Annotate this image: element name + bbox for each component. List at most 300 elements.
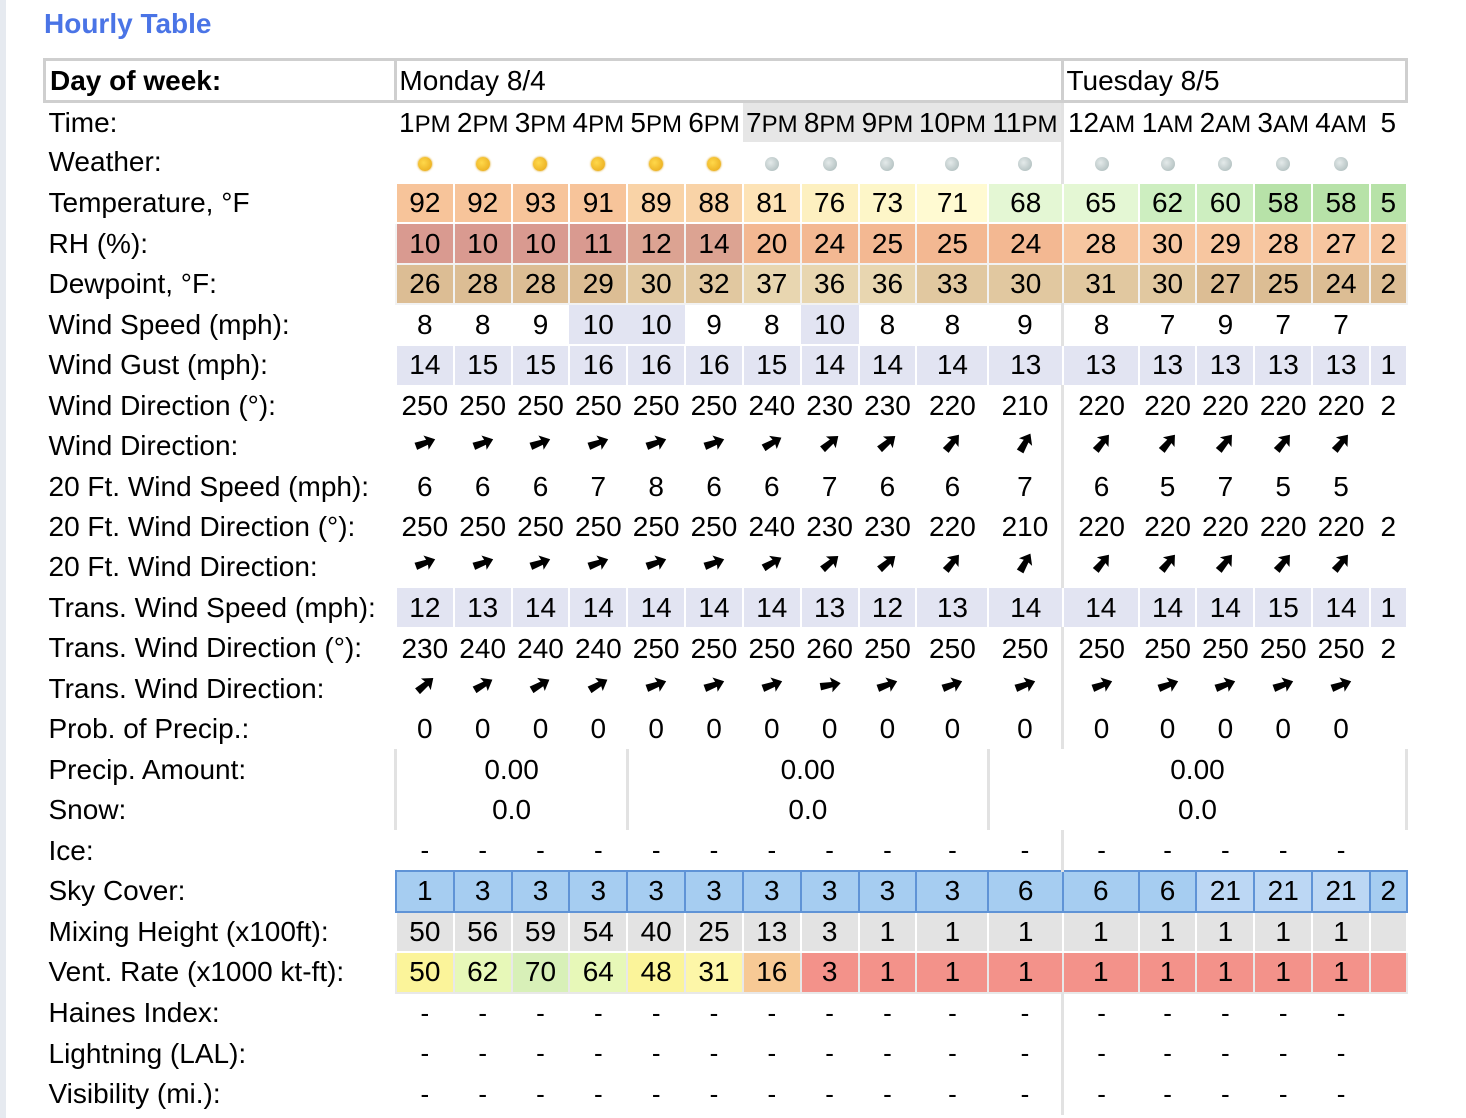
wind-arrow-icon xyxy=(585,550,611,576)
wind20-speed-value xyxy=(1370,466,1407,507)
wind-arrow-icon xyxy=(874,672,900,698)
trans-wind-speed-value: 14 xyxy=(988,587,1063,628)
wind-gust-value: 15 xyxy=(454,345,512,386)
prob-precip-value: 0 xyxy=(417,712,433,744)
hour-ampm: PM xyxy=(819,110,856,138)
clear-night-icon[interactable] xyxy=(1095,157,1109,171)
visibility-value xyxy=(1370,1074,1407,1115)
wind-gust-value: 14 xyxy=(916,345,988,386)
prob-precip-value: 0 xyxy=(764,712,780,744)
dewpoint-value: 30 xyxy=(627,264,685,305)
ice-value: - xyxy=(767,834,777,865)
wind-arrow-icon xyxy=(1012,550,1038,576)
time-cell xyxy=(1254,102,1312,143)
vent-rate-value xyxy=(1370,952,1407,993)
day-tuesday: Tuesday 8/5 xyxy=(1063,60,1407,102)
dewpoint-row xyxy=(45,264,1407,305)
rh-value: 14 xyxy=(685,223,743,264)
wind20-direction-cell xyxy=(569,547,627,587)
vent-rate-value: 1 xyxy=(1196,952,1254,993)
wind-direction-deg-value: 220 xyxy=(1259,390,1307,422)
weather-cell xyxy=(1139,142,1197,183)
trans-wind-direction-cell xyxy=(512,669,570,709)
wind-arrow-icon xyxy=(527,550,553,576)
wind20-direction-deg-value: 230 xyxy=(864,511,911,543)
hour-ampm: AM xyxy=(1215,110,1252,138)
trans-wind-direction-deg-value: 250 xyxy=(748,632,796,664)
time-cell xyxy=(859,102,917,143)
time-cell xyxy=(916,102,988,143)
wind-gust-value: 1 xyxy=(1370,345,1407,386)
hour-number: 8 xyxy=(803,106,820,138)
wind-gust-value: 16 xyxy=(627,345,685,386)
wind-direction-cell xyxy=(627,426,685,466)
rh-value: 12 xyxy=(627,223,685,264)
wind-arrow-icon xyxy=(1270,672,1296,698)
sky-cover-label: Sky Cover: xyxy=(48,875,186,907)
mixing-height-value: 1 xyxy=(859,912,917,953)
weather-cell xyxy=(396,142,454,183)
prob-precip-value: 0 xyxy=(1217,712,1234,744)
clear-night-icon[interactable] xyxy=(765,157,779,171)
hour-ampm: PM xyxy=(703,110,740,138)
wind-direction-cell xyxy=(685,426,743,466)
hour-number: 10 xyxy=(918,106,950,138)
clear-night-icon[interactable] xyxy=(945,157,959,171)
wind-speed-value: 7 xyxy=(1159,308,1176,340)
wind20-speed-value: 6 xyxy=(944,470,961,502)
rh-value: 25 xyxy=(916,223,988,264)
weather-cell xyxy=(916,142,988,183)
wind-arrow-icon xyxy=(1155,672,1181,698)
lightning-value: - xyxy=(948,1038,957,1069)
ice-value: - xyxy=(1020,834,1030,865)
wind20-speed-value: 6 xyxy=(532,470,549,502)
mixing-height-value: 13 xyxy=(743,912,801,953)
prob-precip-value: 0 xyxy=(1017,712,1033,744)
trans-wind-speed-value: 13 xyxy=(454,587,512,628)
wind-direction-cell xyxy=(988,426,1063,466)
wind-speed-value: 8 xyxy=(1063,304,1139,345)
trans-wind-direction-cell xyxy=(569,669,627,709)
wind-arrow-icon xyxy=(817,430,843,456)
temperature-value: 88 xyxy=(685,183,743,224)
ice-value: - xyxy=(1221,834,1230,865)
lightning-value: - xyxy=(883,1038,892,1069)
wind20-speed-value: 6 xyxy=(1063,466,1139,507)
prob-precip-value: 0 xyxy=(648,712,664,744)
trans-wind-speed-value: 12 xyxy=(396,587,454,628)
weather-cell xyxy=(1254,142,1312,183)
ice-value: - xyxy=(478,834,487,865)
rh-value: 11 xyxy=(569,223,627,264)
wind-arrow-icon xyxy=(1089,672,1115,698)
time-cell xyxy=(1312,102,1370,143)
visibility-value: - xyxy=(420,1078,430,1109)
temperature-value: 89 xyxy=(627,183,685,224)
weather-row xyxy=(45,142,1407,183)
wind20-direction-label: 20 Ft. Wind Direction: xyxy=(48,551,318,583)
mixing-height-value: 40 xyxy=(627,912,685,953)
sky-cover-value: 21 xyxy=(1196,871,1254,912)
hour-ampm: PM xyxy=(645,110,682,138)
ice-value: - xyxy=(651,834,661,865)
wind-arrow-icon xyxy=(874,550,900,576)
dewpoint-value: 29 xyxy=(569,264,627,305)
clear-night-icon[interactable] xyxy=(1334,157,1348,171)
trans-wind-direction-deg-value: 250 xyxy=(690,632,738,664)
trans-wind-direction-row xyxy=(45,669,1407,709)
weather-cell xyxy=(1196,142,1254,183)
sunny-icon[interactable] xyxy=(591,157,605,171)
mixing-height-value: 59 xyxy=(512,912,570,953)
wind20-direction-deg-value: 250 xyxy=(459,511,507,543)
dewpoint-value: 36 xyxy=(859,264,917,305)
wind-direction-cell xyxy=(1196,426,1254,466)
rh-value: 24 xyxy=(988,223,1063,264)
dewpoint-value: 28 xyxy=(454,264,512,305)
haines-index-value: - xyxy=(593,998,603,1029)
temperature-value: 71 xyxy=(916,183,988,224)
wind-gust-value: 13 xyxy=(1063,345,1139,386)
temperature-value: 93 xyxy=(512,183,570,224)
mixing-height-value: 1 xyxy=(1312,912,1370,953)
dewpoint-value: 30 xyxy=(1139,264,1197,305)
rh-value: 10 xyxy=(454,223,512,264)
sunny-icon[interactable] xyxy=(649,157,663,171)
wind-direction-cell xyxy=(801,426,859,466)
dewpoint-value: 2 xyxy=(1370,264,1407,305)
mixing-height-value xyxy=(1370,912,1407,953)
snow-label: Snow: xyxy=(48,794,127,826)
weather-cell xyxy=(685,142,743,183)
wind-speed-value: 8 xyxy=(879,308,896,340)
time-cell xyxy=(1063,102,1139,143)
sky-cover-value: 6 xyxy=(1063,871,1139,912)
day-monday: Monday 8/4 xyxy=(396,60,1063,102)
sunny-icon[interactable] xyxy=(533,157,547,171)
day-row xyxy=(45,60,1407,102)
rh-value: 20 xyxy=(743,223,801,264)
wind20-direction-cell xyxy=(1139,547,1197,587)
wind-direction-deg-value: 240 xyxy=(748,390,796,422)
haines-index-value: - xyxy=(948,998,957,1029)
wind-gust-value: 15 xyxy=(743,345,801,386)
wind-speed-value: 7 xyxy=(1333,308,1349,340)
wind-direction-deg-value: 2 xyxy=(1380,390,1397,422)
wind20-direction-cell xyxy=(743,547,801,587)
wind20-direction-cell xyxy=(1312,547,1370,587)
vent-rate-value: 31 xyxy=(685,952,743,993)
wind-direction-deg-value: 250 xyxy=(459,390,507,422)
ice-value: - xyxy=(883,834,892,865)
wind-arrow-icon xyxy=(701,672,727,698)
temperature-value: 92 xyxy=(454,183,512,224)
precip-amount-label: Precip. Amount: xyxy=(48,753,247,785)
wind-direction-deg-value: 220 xyxy=(1144,390,1191,422)
weather-cell xyxy=(512,142,570,183)
trans-wind-direction-deg-value: 250 xyxy=(929,632,976,664)
sky-cover-value: 3 xyxy=(859,871,917,912)
wind20-speed-value: 6 xyxy=(417,470,433,502)
sunny-icon[interactable] xyxy=(707,157,721,171)
wind-speed-value: 9 xyxy=(1217,308,1234,340)
wind20-speed-value: 7 xyxy=(590,470,607,502)
sky-cover-row xyxy=(45,871,1407,912)
wind-gust-value: 13 xyxy=(1254,345,1312,386)
wind-gust-value: 13 xyxy=(988,345,1063,386)
time-cell xyxy=(685,102,743,143)
prob-precip-value: 0 xyxy=(944,712,961,744)
dewpoint-value: 37 xyxy=(743,264,801,305)
rh-value: 2 xyxy=(1370,223,1407,264)
clear-night-icon[interactable] xyxy=(1161,157,1175,171)
wind-direction-deg-value: 210 xyxy=(1001,390,1049,422)
haines-index-value: - xyxy=(1163,998,1172,1029)
wind-gust-value: 14 xyxy=(801,345,859,386)
trans-wind-speed-value: 14 xyxy=(1312,587,1370,628)
wind20-direction-cell xyxy=(1370,547,1407,587)
visibility-value: - xyxy=(651,1078,661,1109)
hour-number: 4 xyxy=(572,106,589,138)
rh-value: 27 xyxy=(1312,223,1370,264)
vent-rate-value: 3 xyxy=(801,952,859,993)
hour-ampm: PM xyxy=(1021,110,1058,138)
hour-number: 1 xyxy=(1141,106,1158,138)
prob-precip-value: 0 xyxy=(879,712,896,744)
dewpoint-value: 27 xyxy=(1196,264,1254,305)
wind-arrow-icon xyxy=(527,430,553,456)
hour-number: 6 xyxy=(688,106,704,138)
visibility-value: - xyxy=(1020,1078,1030,1109)
wind-arrow-icon xyxy=(939,550,965,576)
prob-precip-row xyxy=(45,709,1407,750)
wind-arrow-icon xyxy=(643,672,669,698)
wind-gust-value: 14 xyxy=(859,345,917,386)
lightning-value: - xyxy=(536,1038,545,1069)
wind20-speed-value: 7 xyxy=(1017,470,1033,502)
mixing-height-value: 50 xyxy=(396,912,454,953)
weather-cell xyxy=(1370,142,1407,183)
vent-rate-value: 48 xyxy=(627,952,685,993)
wind-direction-deg-value: 230 xyxy=(806,390,853,422)
wind-speed-value: 10 xyxy=(801,304,859,345)
temperature-value: 68 xyxy=(988,183,1063,224)
wind-speed-value: 8 xyxy=(474,308,491,340)
visibility-value: - xyxy=(478,1078,487,1109)
hour-number: 7 xyxy=(746,106,762,138)
lightning-value xyxy=(1370,1033,1407,1074)
wind-direction-deg-value: 250 xyxy=(517,390,564,422)
trans-wind-direction-deg-row xyxy=(45,628,1407,669)
prob-precip-value: 0 xyxy=(1275,712,1291,744)
haines-index-value: - xyxy=(767,998,777,1029)
trans-wind-direction-deg-value: 250 xyxy=(1063,628,1139,669)
wind-arrow-icon xyxy=(1212,430,1238,456)
wind-arrow-icon xyxy=(701,550,727,576)
temperature-value: 91 xyxy=(569,183,627,224)
temperature-value: 58 xyxy=(1312,183,1370,224)
haines-index-value: - xyxy=(536,998,545,1029)
wind20-direction-cell xyxy=(988,547,1063,587)
wind20-speed-value: 6 xyxy=(764,470,780,502)
sunny-icon[interactable] xyxy=(476,157,490,171)
dewpoint-value: 24 xyxy=(1312,264,1370,305)
trans-wind-speed-value: 15 xyxy=(1254,587,1312,628)
trans-wind-direction-deg-label: Trans. Wind Direction (°): xyxy=(48,632,363,664)
rh-value: 29 xyxy=(1196,223,1254,264)
wind-speed-value: 8 xyxy=(417,308,433,340)
trans-wind-speed-value: 14 xyxy=(1196,587,1254,628)
wind-speed-value: 9 xyxy=(532,308,549,340)
wind-arrow-icon xyxy=(1328,550,1354,576)
wind-arrow-icon xyxy=(817,672,843,698)
wind-arrow-icon xyxy=(701,430,727,456)
wind-direction-cell xyxy=(743,426,801,466)
vent-rate-value: 1 xyxy=(1139,952,1197,993)
mixing-height-row xyxy=(45,912,1407,953)
wind20-direction-deg-value: 250 xyxy=(401,511,449,543)
time-cell xyxy=(1370,102,1407,143)
visibility-value: - xyxy=(1278,1078,1288,1109)
time-cell xyxy=(801,102,859,143)
trans-wind-direction-cell xyxy=(1370,669,1407,709)
precip-amount-value: 0.00 xyxy=(396,749,627,790)
wind-direction-deg-value: 220 xyxy=(1202,390,1249,422)
wind20-direction-row xyxy=(45,547,1407,587)
wind-arrow-icon xyxy=(412,430,438,456)
sky-cover-value: 3 xyxy=(685,871,743,912)
wind-gust-value: 13 xyxy=(1312,345,1370,386)
clear-night-icon[interactable] xyxy=(880,157,894,171)
sky-cover-value: 3 xyxy=(627,871,685,912)
visibility-value: - xyxy=(536,1078,545,1109)
clear-night-icon[interactable] xyxy=(1018,157,1032,171)
wind-arrow-icon xyxy=(1328,430,1354,456)
wind20-direction-deg-value: 250 xyxy=(690,511,738,543)
lightning-label: Lightning (LAL): xyxy=(48,1037,247,1069)
precip-amount-value: 0.00 xyxy=(988,749,1406,790)
haines-index-value: - xyxy=(1063,993,1139,1034)
trans-wind-speed-value: 14 xyxy=(1063,587,1139,628)
rh-label: RH (%): xyxy=(48,227,149,259)
snow-row xyxy=(45,790,1407,831)
wind20-direction-cell xyxy=(627,547,685,587)
wind-arrow-icon xyxy=(817,550,843,576)
weather-cell xyxy=(801,142,859,183)
haines-index-row xyxy=(45,993,1407,1034)
prob-precip-value: 0 xyxy=(532,712,549,744)
lightning-value: - xyxy=(420,1038,430,1069)
trans-wind-speed-value: 14 xyxy=(685,587,743,628)
sunny-icon[interactable] xyxy=(418,157,432,171)
wind-gust-value: 15 xyxy=(512,345,570,386)
wind-arrow-icon xyxy=(470,430,496,456)
weather-cell xyxy=(454,142,512,183)
wind-direction-deg-value: 250 xyxy=(690,390,738,422)
temperature-value: 58 xyxy=(1254,183,1312,224)
precip-amount-row xyxy=(45,749,1407,790)
trans-wind-direction-deg-value: 250 xyxy=(1202,632,1249,664)
sky-cover-value: 3 xyxy=(916,871,988,912)
wind-gust-value: 16 xyxy=(685,345,743,386)
page-title[interactable]: Hourly Table xyxy=(44,8,212,39)
wind-arrow-icon xyxy=(412,672,438,698)
ice-row xyxy=(45,830,1407,871)
weather-cell xyxy=(1312,142,1370,183)
time-cell xyxy=(569,102,627,143)
trans-wind-direction-deg-value: 240 xyxy=(459,632,507,664)
wind-arrow-icon xyxy=(585,672,611,698)
vent-rate-row xyxy=(45,952,1407,993)
sky-cover-value: 6 xyxy=(1139,871,1197,912)
dewpoint-value: 30 xyxy=(988,264,1063,305)
mixing-height-value: 1 xyxy=(1063,912,1139,953)
trans-wind-speed-value: 13 xyxy=(916,587,988,628)
trans-wind-direction-deg-value: 260 xyxy=(806,632,853,664)
ice-value: - xyxy=(1336,834,1346,865)
snow-value: 0.0 xyxy=(396,790,627,831)
dewpoint-value: 25 xyxy=(1254,264,1312,305)
weather-label: Weather: xyxy=(48,146,162,178)
wind-direction-deg-value: 230 xyxy=(864,390,911,422)
clear-night-icon[interactable] xyxy=(1276,157,1290,171)
haines-index-value: - xyxy=(1020,998,1030,1029)
dewpoint-label: Dewpoint, °F: xyxy=(48,268,217,300)
ice-value: - xyxy=(825,834,834,865)
clear-night-icon[interactable] xyxy=(1218,157,1232,171)
wind-speed-value: 8 xyxy=(944,308,961,340)
dewpoint-value: 26 xyxy=(396,264,454,305)
clear-night-icon[interactable] xyxy=(823,157,837,171)
trans-wind-direction-deg-value: 250 xyxy=(632,632,680,664)
wind-speed-row xyxy=(45,304,1407,345)
wind20-direction-deg-value: 220 xyxy=(1259,511,1307,543)
trans-wind-speed-row xyxy=(45,587,1407,628)
lightning-value: - xyxy=(1221,1038,1230,1069)
wind-arrow-icon xyxy=(939,430,965,456)
wind20-direction-deg-value: 220 xyxy=(929,511,976,543)
wind20-speed-value: 6 xyxy=(474,470,491,502)
wind-arrow-icon xyxy=(939,672,965,698)
sky-cover-value: 3 xyxy=(743,871,801,912)
haines-index-value: - xyxy=(651,998,661,1029)
prob-precip-value: 0 xyxy=(1333,712,1349,744)
ice-value: - xyxy=(420,834,430,865)
time-label: Time: xyxy=(48,106,118,138)
visibility-value: - xyxy=(767,1078,777,1109)
wind-direction-cell xyxy=(1254,426,1312,466)
wind-speed-value xyxy=(1370,304,1407,345)
hour-ampm: PM xyxy=(877,110,914,138)
time-cell xyxy=(454,102,512,143)
wind-direction-deg-value: 220 xyxy=(929,390,976,422)
mixing-height-value: 25 xyxy=(685,912,743,953)
time-cell xyxy=(743,102,801,143)
wind-arrow-icon xyxy=(1328,672,1354,698)
sky-cover-value: 3 xyxy=(512,871,570,912)
weather-cell xyxy=(627,142,685,183)
wind20-speed-value: 7 xyxy=(1217,470,1234,502)
rh-value: 24 xyxy=(801,223,859,264)
prob-precip-value: 0 xyxy=(1159,712,1176,744)
haines-index-value: - xyxy=(1278,998,1288,1029)
rh-value: 28 xyxy=(1063,223,1139,264)
weather-cell xyxy=(859,142,917,183)
hour-ampm: AM xyxy=(1157,110,1194,138)
wind20-direction-cell xyxy=(685,547,743,587)
wind-speed-value: 9 xyxy=(706,308,722,340)
